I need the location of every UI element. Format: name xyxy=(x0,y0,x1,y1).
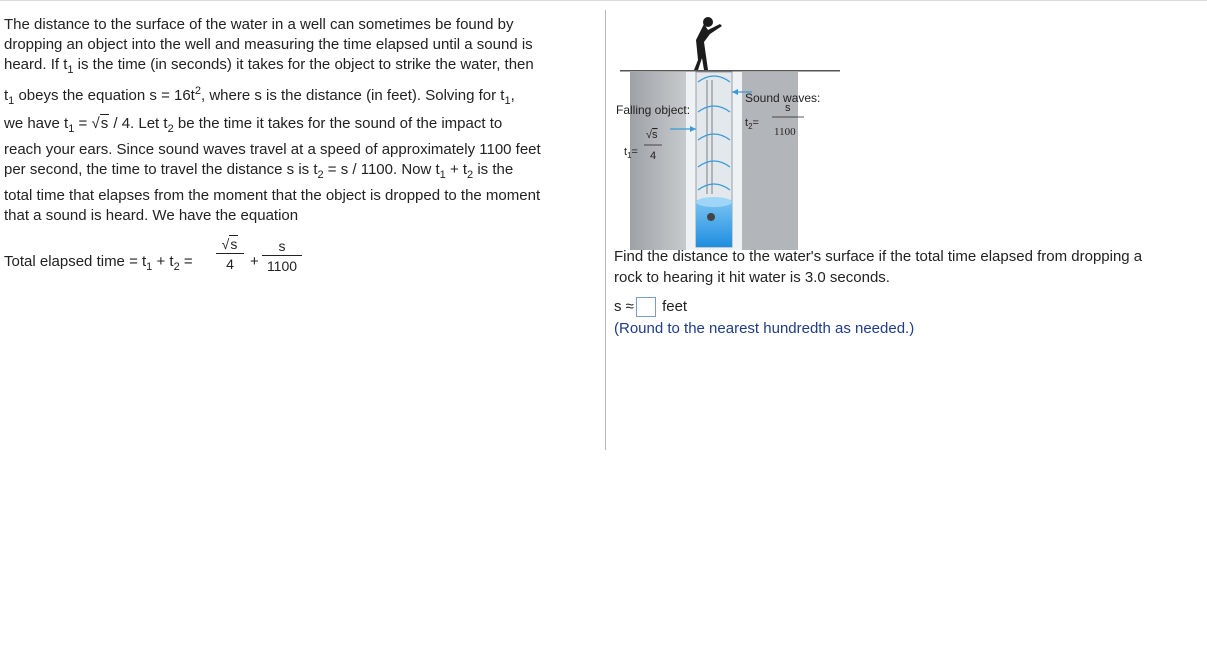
sound-waves-label: Sound waves: xyxy=(745,91,821,105)
t2-label: $t_2=$ xyxy=(745,117,759,131)
t1-numerator: √s xyxy=(646,129,658,141)
t1-denominator: 4 xyxy=(650,150,657,162)
problem-line-3: heard. If $t_1$ is the time (in seconds) it takes for the object to strike the water, then xyxy=(4,56,534,76)
answer-prefix: s ≈ xyxy=(614,298,634,315)
water-surface xyxy=(696,197,732,207)
problem-line-4: $t_1$ obeys the equation $s = 16t^2$, where s is the distance (in feet). Solving for $t_1$, xyxy=(4,85,515,107)
person-silhouette xyxy=(694,17,722,70)
problem-line-9: that a sound is heard. We have the equation xyxy=(4,207,299,224)
fraction-sqrt-s-over-4: $\frac{√s}{4}$ xyxy=(216,236,244,272)
question-line-2: rock to hearing it hit water is 3.0 seconds. xyxy=(614,269,890,286)
equation-label: Total elapsed time = $t_1 + t_2$ = xyxy=(4,253,193,273)
rock xyxy=(707,213,715,221)
total-time-equation xyxy=(4,234,324,284)
ground-line xyxy=(620,70,840,72)
problem-text xyxy=(4,15,599,226)
t1-label: $t_1=$ xyxy=(624,146,638,160)
answer-input[interactable] xyxy=(636,297,656,317)
plus-sign: + xyxy=(250,253,259,270)
problem-line-5: we have $t_1 = √s / 4$. Let $t_2$ be the time it takes for the sound of the impact to xyxy=(4,115,503,135)
top-rule xyxy=(0,0,1207,4)
falling-object-label: Falling object: xyxy=(616,103,691,117)
problem-line-2: dropping an object into the well and measuring the time elapsed until a sound is xyxy=(4,36,533,53)
wall-shade-left xyxy=(630,72,686,250)
t2-numerator: s xyxy=(785,102,791,114)
water xyxy=(696,200,732,247)
well-illustration xyxy=(612,12,847,252)
fraction-s-over-1100: $\frac{s}{1100}$ xyxy=(262,238,302,274)
problem-line-1: The distance to the surface of the water in a well can sometimes be found by xyxy=(4,16,514,33)
answer-unit: feet xyxy=(662,298,688,315)
question-line-1: Find the distance to the water's surface if the total time elapsed from dropping a xyxy=(614,248,1143,265)
rounding-hint: (Round to the nearest hundredth as needed.) xyxy=(614,320,915,337)
column-divider xyxy=(605,10,606,450)
problem-line-7: per second, the time to travel the distance s is $t_2 = s / 1100$. Now $t_1 + t_2$ is the xyxy=(4,161,514,181)
well-figure xyxy=(612,12,847,252)
problem-line-8: total time that elapses from the moment that the object is dropped to the moment xyxy=(4,187,541,204)
problem-line-6: reach your ears. Since sound waves travel at a speed of approximately 1100 feet xyxy=(4,141,541,158)
answer-row xyxy=(614,296,687,318)
t2-denominator: 1100 xyxy=(774,126,796,138)
question-text xyxy=(614,246,1204,288)
